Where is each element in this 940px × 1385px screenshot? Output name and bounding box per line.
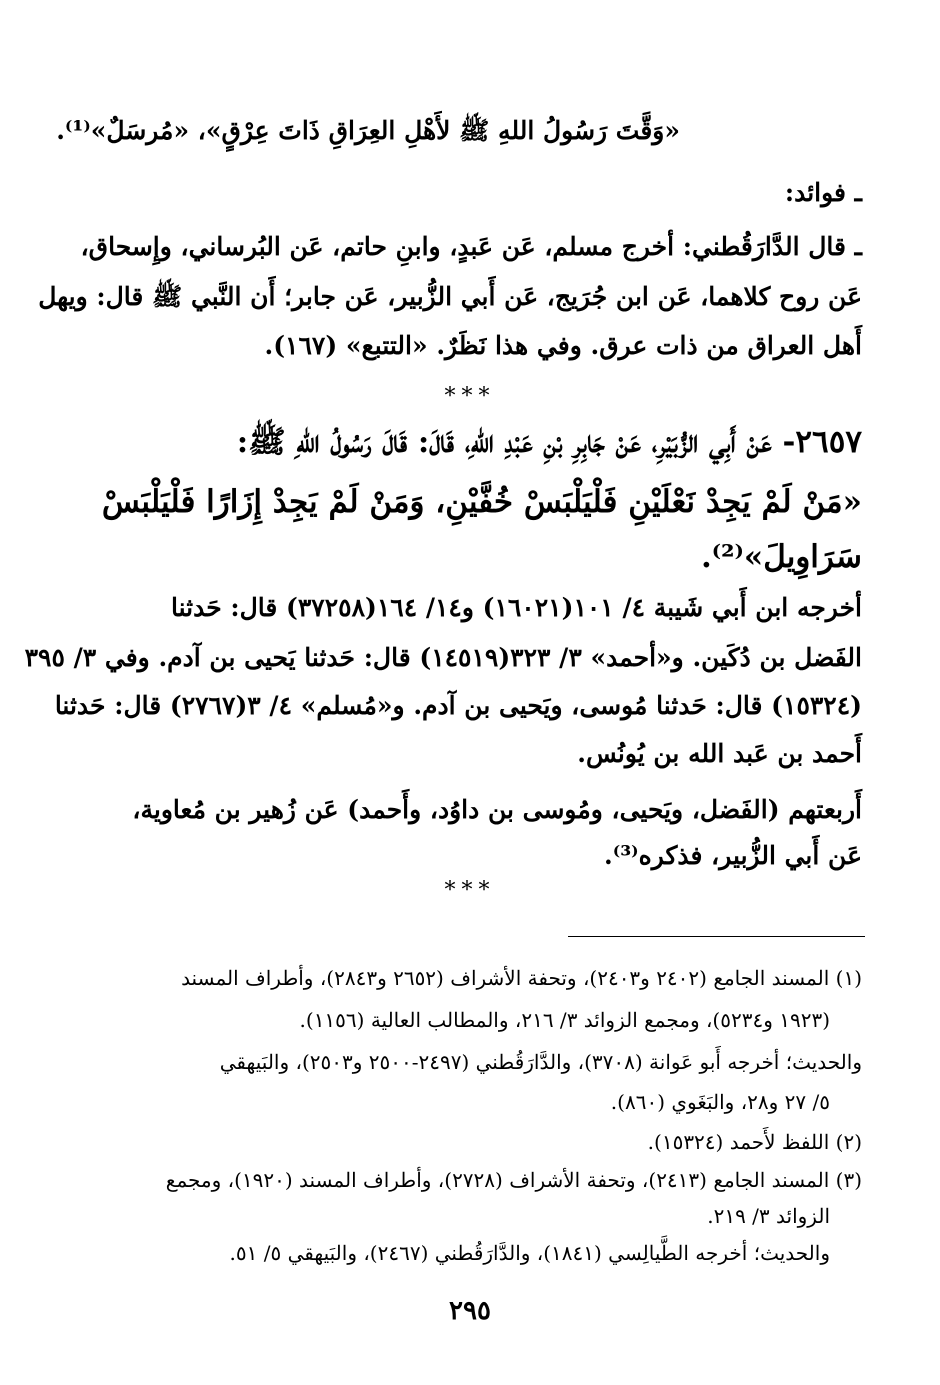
arbaatuhum-line-2: عَن أَبي الزُّبير، فذكره⁽³⁾. — [604, 841, 862, 870]
fawaid-line-1: ـ قال الدَّارَقُطني: أخرج مسلم، عَن عَبدٍ، وابنِ حاتم، عَن البُرساني، وإِسحاق، — [80, 232, 862, 261]
fawaid-line-3: أَهل العراق من ذات عرق. وفي هذا نَظَرٌ. «التتبع» (١٦٧). — [264, 331, 862, 360]
footnote-3-line-1: (٣) المسند الجامع (٢٤١٣)، وتحفة الأشراف (٢٧٢٨)، وأطراف المسند (١٩٢٠)، ومجمع — [165, 1168, 862, 1192]
fawaid-heading: ـ فوائد: — [784, 178, 862, 207]
arbaatuhum-line-1: أَربعتهم (الفَضل، ويَحيى، ومُوسى بن داوُد، وأَحمد) عَن زُهير بن مُعاوية، — [132, 795, 862, 824]
takhrij-line-4: أَحمد بن عَبد الله بن يُونُس. — [577, 739, 862, 768]
footnote-3-line-2: الزوائد ٣/ ٢١٩. — [707, 1204, 830, 1228]
footnote-1-line-2: (١٩٢٣ و٥٢٣٤)، ومجمع الزوائد ٣/ ٢١٦، والمطالب العالية (١١٥٦). — [299, 1008, 830, 1032]
footnote-3b: والحديث؛ أخرجه الطَّيالِسي (١٨٤١)، والدَّارَقُطني (٢٤٦٧)، والبَيهقي ٥/ ٥١. — [229, 1241, 830, 1265]
footnote-2: (٢) اللفظ لأَحمد (١٥٣٢٤). — [647, 1130, 862, 1154]
hadith-line-2: «مَنْ لَمْ يَجِدْ نَعْلَيْنِ فَلْيَلْبَسْ خُفَّيْنِ، وَمَنْ لَمْ يَجِدْ إِزَارًا فَلْيَلْبَسْ — [101, 484, 862, 520]
takhrij-line-3: (١٥٣٢٤) قال: حَدثنا مُوسى، ويَحيى بن آدم. و«مُسلم» ٤/ ٣(٢٧٦٧) قال: حَدثنا — [54, 691, 862, 720]
section-separator-1: *** — [444, 384, 496, 409]
mursal-hadith-line: «وَقَّتَ رَسُولُ اللهِ ﷺ لأَهْلِ العِرَاقِ ذَاتَ عِرْقٍ»، «مُرسَلٌ»⁽¹⁾. — [56, 116, 680, 145]
footnote-1b-line-1: والحديث؛ أخرجه أَبو عَوانة (٣٧٠٨)، والدَّارَقُطني (٢٤٩٧-٢٥٠٠ و٢٥٠٣)، والبَيهقي — [219, 1050, 862, 1074]
section-separator-2: *** — [444, 878, 496, 903]
page-number: ٢٩٥ — [449, 1296, 491, 1326]
fawaid-line-2: عَن روح كلاهما، عَن ابن جُرَيج، عَن أَبي الزُّبير، عَن جابر؛ أَن النَّبي ﷺ قال: ويهل — [38, 282, 862, 311]
takhrij-line-1: أخرجه ابن أَبي شَيبة ٤/ ١٠١(١٦٠٢١) و١٤/ ١٦٤(٣٧٢٥٨) قال: حَدثنا — [170, 593, 862, 622]
footnote-1b-line-2: ٥/ ٢٧ و٢٨، والبَغَوي (٨٦٠). — [610, 1090, 830, 1114]
hadith-line-3: سَرَاوِيلَ»⁽²⁾. — [701, 539, 862, 575]
footnote-divider — [568, 936, 865, 937]
hadith-line-1: ٢٦٥٧- عَنْ أَبِي الزُّبَيْرِ، عَنْ جَابِرِ بْنِ عَبْدِ اللهِ، قَالَ: قَالَ رَسُولُ اللهِ ﷺ: — [236, 424, 862, 460]
takhrij-line-2: الفَضل بن دُكَين. و«أحمد» ٣/ ٣٢٣(١٤٥١٩) قال: حَدثنا يَحيى بن آدم. وفي ٣/ ٣٩٥ — [24, 643, 862, 672]
footnote-1-line-1: (١) المسند الجامع (٢٤٠٢ و٢٤٠٣)، وتحفة الأشراف (٢٦٥٢ و٢٨٤٣)، وأطراف المسند — [181, 966, 862, 990]
